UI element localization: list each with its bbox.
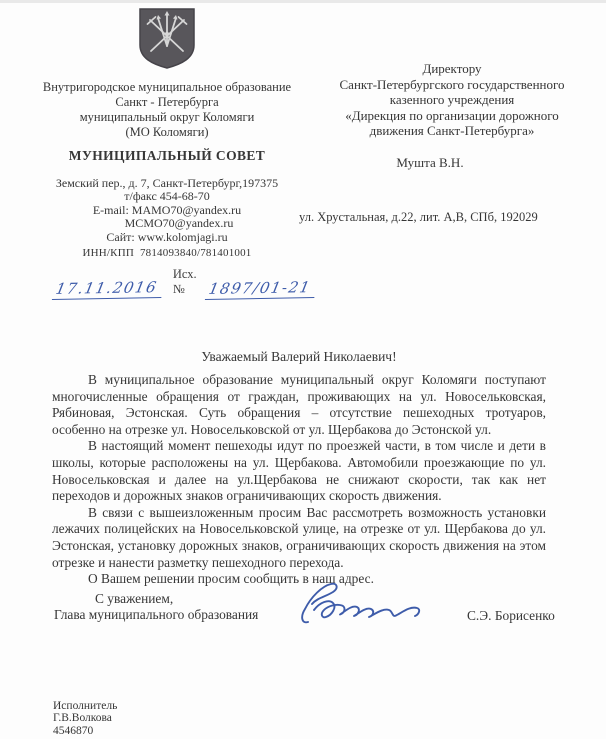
outgoing-reference-row: [26, 267, 313, 299]
body-paragraph: В муниципальное образование муниципальный округ Коломяги поступают многочисленные обращения от граждан, проживающих на ул. Новосельковская, Рябиновая, Эстонская. Суть обращения – отсутствие пешеходных тротуаров, особенно на отрезке ул. Новосельковской от ул. Щербакова до Эстонской ул.: [52, 372, 546, 437]
letter-body: [52, 372, 546, 588]
addressee-line: казенного учреждения: [389, 92, 515, 107]
org-contacts: [26, 177, 308, 244]
org-name-line: (МО Коломяги): [125, 125, 209, 139]
org-name-lines: [26, 80, 308, 140]
handwritten-date: 17.11.2016: [52, 278, 165, 300]
addressee-name: Мушта В.Н.: [396, 154, 464, 170]
org-name-line: Внутригородское муниципальное образование: [42, 80, 292, 94]
addressee-block: [316, 61, 588, 170]
handwritten-outgoing-number: 1897/01-21: [205, 278, 319, 300]
signer-name: С.Э. Борисенко: [467, 608, 555, 623]
addressee-line: «Дирекция по организации дорожного: [345, 107, 559, 123]
org-email-secondary: MCMO70@yandex.ru: [124, 216, 234, 231]
body-paragraph: В настоящий момент пешеходы идут по проезжей части, в том числе и дети в школы, которые расположены на ул. Щербакова. Автомобили проезжающие по ул. Новосельковская и далее на ул.Щербакова не снижают скорости, так как нет переходов и дорожных знаков ограничивающих скорость движения.: [52, 438, 546, 504]
council-title: МУНИЦИПАЛЬНЫЙ СОВЕТ: [68, 148, 266, 163]
addressee-street-address: ул. Хрустальная, д.22, лит. А,В, СПб, 192029: [299, 210, 538, 224]
executor-name: Г.В.Волкова: [53, 712, 112, 725]
executor-phone: 4546870: [53, 724, 94, 737]
executor-block: [53, 700, 117, 737]
org-postal-address: Земский пер., д. 7, Санкт-Петербург,197375: [55, 176, 279, 190]
org-phone-fax: т/факс 454-68-70: [124, 189, 210, 204]
borisenko-signature-icon: [300, 576, 432, 632]
letterhead-org-block: [26, 6, 313, 299]
org-name-line: Санкт - Петербурга: [115, 95, 219, 109]
body-paragraph: О Вашем решении просим сообщить в наш адрес.: [88, 571, 374, 587]
addressee-line: движения Санкт-Петербурга»: [369, 123, 535, 138]
outgoing-number-label: Исх. №: [172, 267, 197, 297]
addressee-line: Директору: [422, 61, 482, 76]
signer-title: Глава муниципального образования: [54, 607, 259, 622]
body-paragraph: В связи с вышеизложенным просим Вас рассмотреть возможность установки лежачих полицейских на Новосельковской улице, на отрезке от ул. Щербакова до ул. Эстонская, установку дорожных знаков, ограничивающих скорость движения на этом отрезке и нанести разметку пешеходного перехода.: [52, 504, 546, 570]
org-website: Сайт: www.kolomjagi.ru: [106, 229, 228, 244]
salutation: Уважаемый Валерий Николаевич!: [201, 349, 397, 364]
executor-label: Исполнитель: [53, 700, 118, 712]
org-inn-kpp: ИНН/КПП 7814093840/781401001: [82, 247, 252, 260]
kolomyagi-coat-of-arms-icon: [136, 6, 198, 70]
addressee-line: Санкт-Петербургского государственного: [339, 76, 565, 92]
org-email-primary: E-mail: MAMO70@yandex.ru: [92, 202, 242, 217]
scan-edge: [0, 0, 606, 3]
org-name-line: муниципальный округ Коломяги: [79, 110, 255, 124]
closing-regards: С уважением,: [95, 591, 174, 606]
